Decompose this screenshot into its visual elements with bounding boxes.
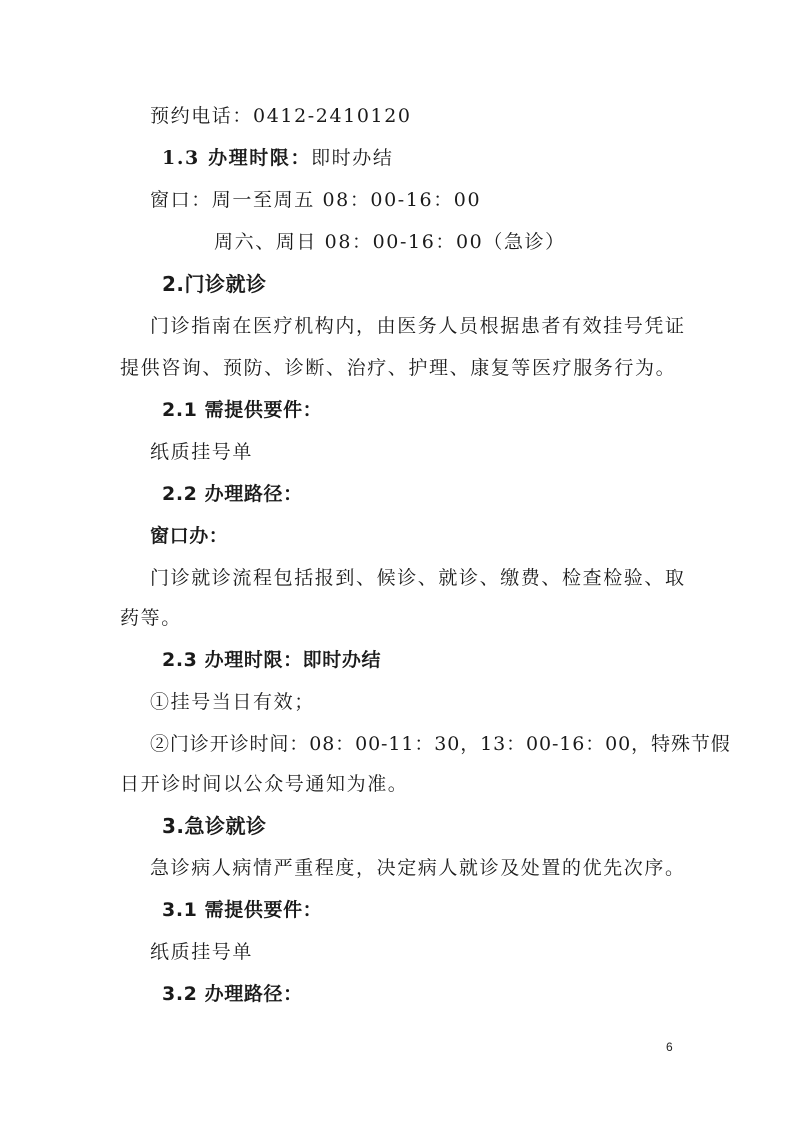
outpatient-hours-line-1: ②门诊开诊时间：08：00-11：30，13：00-16：00，特殊节假 (150, 733, 731, 755)
window-hours-weekday: 窗口：周一至周五 08：00-16：00 (150, 189, 482, 211)
emergency-paragraph: 急诊病人病情严重程度，决定病人就诊及处置的优先次序。 (150, 857, 686, 879)
outpatient-process-line-1: 门诊就诊流程包括报到、候诊、就诊、缴费、检查检验、取 (150, 567, 686, 589)
section-2-1-heading: 2.1 需提供要件： (162, 399, 323, 421)
outpatient-paragraph-line-1: 门诊指南在医疗机构内，由医务人员根据患者有效挂号凭证 (150, 315, 686, 337)
section-3-2-heading: 3.2 办理路径： (162, 983, 303, 1005)
outpatient-paragraph-line-2: 提供咨询、预防、诊断、治疗、护理、康复等医疗服务行为。 (120, 357, 677, 379)
section-2-3-heading: 2.3 办理时限：即时办结 (162, 649, 382, 671)
section-3-1-heading: 3.1 需提供要件： (162, 899, 323, 921)
outpatient-hours-line-2: 日开诊时间以公众号通知为准。 (120, 773, 409, 795)
section-1-3-label: 1.3 办理时限： (162, 147, 312, 169)
section-1-3-value: 即时办结 (311, 147, 394, 169)
window-hours-weekend: 周六、周日 08：00-16：00（急诊） (214, 231, 566, 253)
section-2-1-requirement: 纸质挂号单 (150, 441, 254, 463)
booking-phone-line: 预约电话：0412-2410120 (150, 105, 412, 127)
registration-validity-note: ①挂号当日有效； (150, 691, 315, 713)
outpatient-process-line-2: 药等。 (120, 607, 182, 629)
section-2-2-heading: 2.2 办理路径： (162, 483, 303, 505)
section-3-heading: 3.急诊就诊 (162, 814, 267, 838)
section-3-1-requirement: 纸质挂号单 (150, 941, 254, 963)
page-number: 6 (666, 1040, 673, 1054)
window-service-heading: 窗口办： (150, 525, 229, 547)
section-1-3-heading (162, 146, 393, 170)
section-2-heading: 2.门诊就诊 (162, 272, 267, 296)
